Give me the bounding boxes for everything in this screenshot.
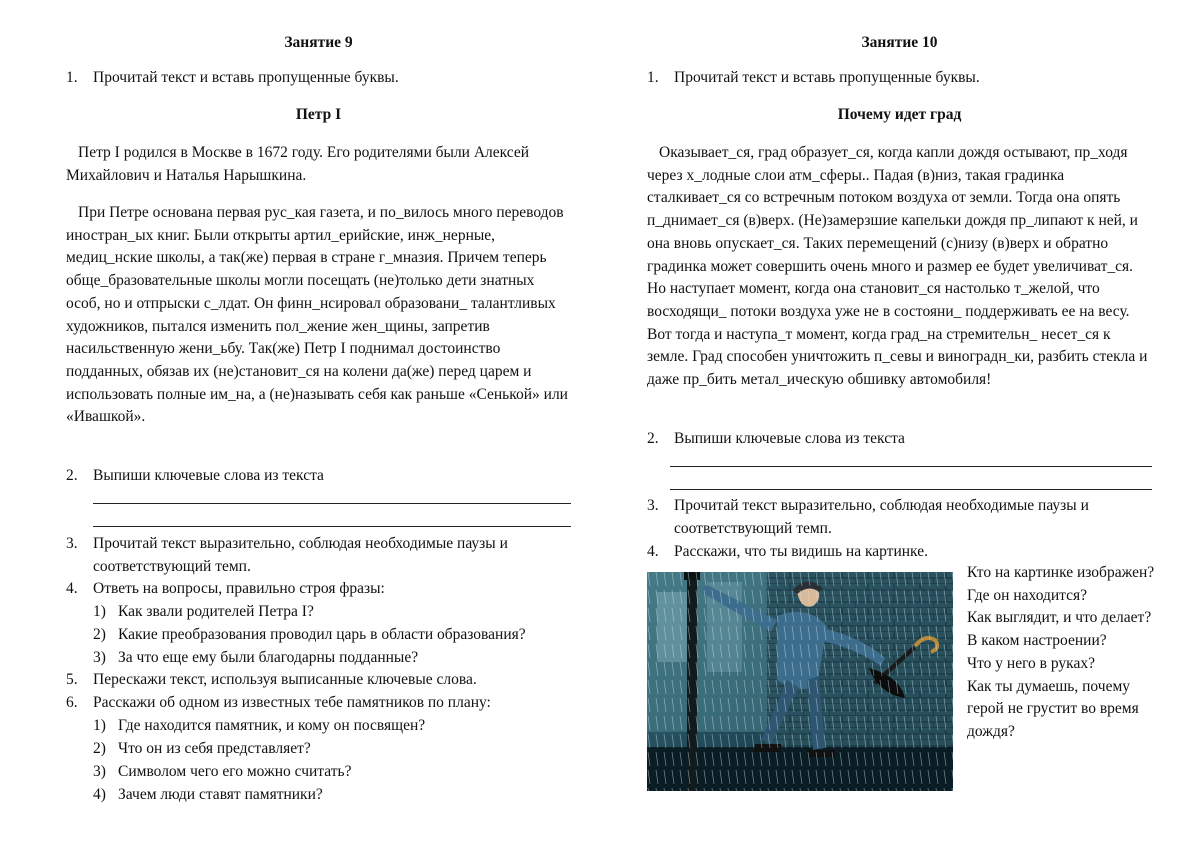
item-number: 1) bbox=[93, 603, 106, 620]
list-item bbox=[93, 738, 571, 761]
task-number: 6. bbox=[66, 694, 78, 711]
lesson-10-task-2 bbox=[647, 428, 1152, 451]
task-number: 3. bbox=[647, 497, 659, 514]
list-item bbox=[93, 601, 571, 624]
lesson-10-task-4 bbox=[647, 541, 1152, 564]
task-text: Прочитай текст и вставь пропущенные буквы. bbox=[674, 69, 980, 86]
text-paragraph-1: Петр I родился в Москве в 1672 году. Его родителями были Алексей Михайлович и Наталья Нарышкина. bbox=[66, 144, 530, 184]
text-paragraph: Оказывает_ся, град образует_ся, когда капли дождя остывают, пр_ходя через х_лодные слои атм_сферы.. Падая (в)низ, такая градинка сталкивает_ся со встречным потоком воздуха от земли. Тогда она опять п_днимает_ся (в)верх. (Не)замерзшие капельки дождя пр_липают к ней, и она вновь опускает_ся. Таких перемещений (с)низу (в)верх и обратно градинка может совершить очень много и размер ее будет увеличиват_ся. Но наступает момент, когда она становит_ся настолько т_желой, что восходящи_ потоки воздуха уже не в состояни_ поддерживать ее на весу. Вот тогда и наступа_т момент, когда град_на стремительн_ несет_ся к земле. Град способен уничтожить п_севы и виноградн_ки, разбить стекла и даже пр_бить метал_ическую обшивку автомобиля! bbox=[647, 144, 1148, 389]
answer-line[interactable] bbox=[93, 503, 571, 504]
item-text: Как звали родителей Петра I? bbox=[118, 603, 314, 620]
text-title: Почему идет град bbox=[837, 106, 962, 123]
task-number: 4. bbox=[647, 543, 659, 560]
item-number: 2) bbox=[93, 740, 106, 757]
question-item: В каком настроении? bbox=[967, 632, 1107, 650]
question-item: Как ты думаешь, почему герой не грустит во время дождя? bbox=[967, 677, 1139, 740]
task-text: Расскажи об одном из известных тебе памятников по плану: bbox=[93, 694, 491, 711]
item-number: 4) bbox=[93, 786, 106, 803]
text-paragraph-2: При Петре основана первая рус_кая газета, и по_вилось много переводов иностран_ых книг. Были открыты артил_ерийские, инж_нерные, медиц_нские школы, а так(же) первая в стране г_мназия. Причем теперь обще_бразовательные школы могли посещать (не)только дети знатных особ, но и отпрыски с_лдат. Он финн_нсировал образовани_ талантливых художников, пытался изменить пол_жение жен_щины, запретив насильственную жени_ьбу. Так(же) Петр I поднимал достоинство подданных, обязав их (не)становит_ся на колени да(же) перед царем и использовать полные им_на, а (не)называть себя как раньше «Сенькой» или «Ивашкой». bbox=[66, 204, 568, 426]
list-item bbox=[93, 761, 571, 784]
lesson-9-task-1 bbox=[66, 67, 571, 90]
question-item: Как выглядит, и что делает? bbox=[967, 609, 1152, 627]
item-number: 1) bbox=[93, 717, 106, 734]
task-number: 4. bbox=[66, 580, 78, 597]
lesson-9-task-2 bbox=[66, 465, 571, 488]
lesson-9-task-5 bbox=[66, 669, 571, 692]
picture-questions bbox=[967, 562, 1157, 744]
dancing-in-rain-photo bbox=[647, 572, 953, 791]
list-item bbox=[93, 647, 571, 670]
answer-line[interactable] bbox=[93, 526, 571, 527]
task-text: Прочитай текст выразительно, соблюдая необходимые паузы и соответствующий темп. bbox=[93, 535, 508, 575]
list-item bbox=[93, 624, 571, 647]
item-number: 3) bbox=[93, 763, 106, 780]
answer-line[interactable] bbox=[670, 489, 1152, 490]
task-number: 1. bbox=[66, 69, 78, 86]
task-number: 5. bbox=[66, 671, 78, 688]
photo-illustration bbox=[647, 572, 953, 791]
task-text: Расскажи, что ты видишь на картинке. bbox=[674, 543, 928, 560]
task-text: Ответь на вопросы, правильно строя фразы: bbox=[93, 580, 385, 597]
lesson-9-task-4 bbox=[66, 578, 571, 601]
task-text: Прочитай текст и вставь пропущенные буквы. bbox=[93, 69, 399, 86]
task-number: 2. bbox=[647, 430, 659, 447]
item-text: За что еще ему были благодарны подданные? bbox=[118, 649, 419, 666]
question-item: Где он находится? bbox=[967, 586, 1088, 604]
task-number: 2. bbox=[66, 467, 78, 484]
lesson-9-task-3 bbox=[66, 533, 571, 578]
question-item: Что у него в руках? bbox=[967, 654, 1095, 672]
item-number: 2) bbox=[93, 626, 106, 643]
answer-line[interactable] bbox=[670, 466, 1152, 467]
task-number: 1. bbox=[647, 69, 659, 86]
item-text: Символом чего его можно считать? bbox=[118, 763, 352, 780]
lesson-9-heading: Занятие 9 bbox=[284, 34, 353, 51]
item-text: Зачем люди ставят памятники? bbox=[118, 786, 323, 803]
item-text: Где находится памятник, и кому он посвящен? bbox=[118, 717, 426, 734]
lesson-10-task-3 bbox=[647, 495, 1152, 540]
list-item bbox=[93, 715, 571, 738]
lesson-9-task-6 bbox=[66, 692, 571, 715]
text-title: Петр I bbox=[295, 106, 342, 123]
item-text: Какие преобразования проводил царь в области образования? bbox=[118, 626, 526, 643]
task-text: Перескажи текст, используя выписанные ключевые слова. bbox=[93, 671, 477, 688]
question-item: Кто на картинке изображен? bbox=[967, 564, 1155, 581]
task-text: Прочитай текст выразительно, соблюдая необходимые паузы и соответствующий темп. bbox=[674, 497, 1089, 537]
item-number: 3) bbox=[93, 649, 106, 666]
lesson-10-heading: Занятие 10 bbox=[861, 34, 938, 51]
task-text: Выпиши ключевые слова из текста bbox=[674, 430, 905, 447]
item-text: Что он из себя представляет? bbox=[118, 740, 311, 757]
task-number: 3. bbox=[66, 535, 78, 552]
task-text: Выпиши ключевые слова из текста bbox=[93, 467, 324, 484]
list-item bbox=[93, 784, 571, 807]
lesson-10-task-1 bbox=[647, 67, 1152, 90]
